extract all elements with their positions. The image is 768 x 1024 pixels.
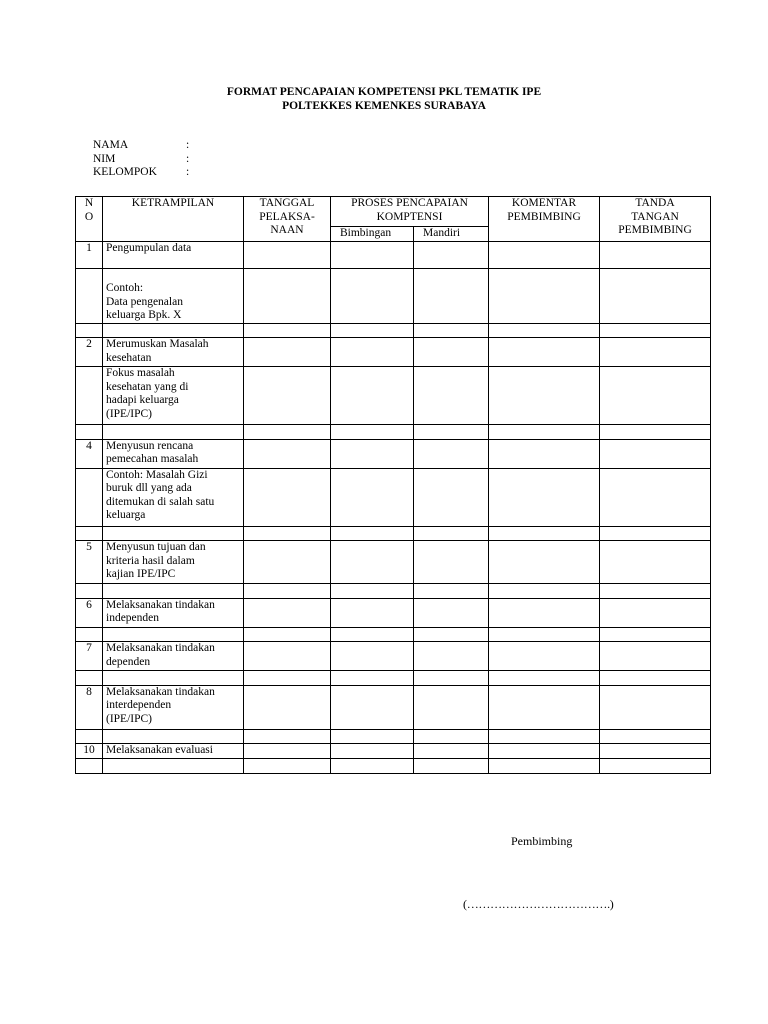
row-mandiri[interactable] <box>414 439 489 468</box>
ketrampilan-line: Melaksanakan evaluasi <box>106 744 213 756</box>
row-number <box>76 268 103 323</box>
row-tanggal[interactable] <box>244 323 331 338</box>
row-number <box>76 468 103 526</box>
row-mandiri[interactable] <box>414 627 489 642</box>
row-number <box>76 367 103 425</box>
row-tanggal[interactable] <box>244 241 331 268</box>
row-number <box>76 323 103 338</box>
ketrampilan-line: Menyusun tujuan dan <box>106 541 206 553</box>
ketrampilan-line <box>106 527 243 541</box>
row-tanggal[interactable] <box>244 425 331 440</box>
table-row <box>76 671 711 686</box>
ketrampilan-line: keluarga Bpk. X <box>106 309 182 321</box>
signature-label: Pembimbing <box>511 834 573 848</box>
row-ketrampilan <box>103 338 244 367</box>
identity-name-colon: : <box>186 139 190 151</box>
row-number <box>76 758 103 773</box>
ketrampilan-line: hadapi keluarga <box>106 394 179 406</box>
row-ketrampilan <box>103 323 244 338</box>
row-bimbingan[interactable] <box>331 526 414 541</box>
table-row <box>76 744 711 759</box>
row-tanda-tangan[interactable] <box>600 758 711 773</box>
row-bimbingan[interactable] <box>331 338 414 367</box>
identity-nim-colon: : <box>186 153 190 165</box>
row-mandiri[interactable] <box>414 584 489 599</box>
row-bimbingan[interactable] <box>331 367 414 425</box>
row-komentar[interactable] <box>489 323 600 338</box>
row-komentar[interactable] <box>489 541 600 584</box>
table-row <box>76 642 711 671</box>
row-ketrampilan <box>103 642 244 671</box>
row-ketrampilan <box>103 584 244 599</box>
row-number: 1 <box>76 241 103 268</box>
row-mandiri[interactable] <box>414 598 489 627</box>
row-mandiri[interactable] <box>414 241 489 268</box>
row-bimbingan[interactable] <box>331 729 414 744</box>
row-tanggal[interactable] <box>244 758 331 773</box>
header-bimbingan: Bimbingan <box>331 227 414 242</box>
row-komentar[interactable] <box>489 584 600 599</box>
row-number: 2 <box>76 338 103 367</box>
row-ketrampilan <box>103 758 244 773</box>
header-tanggal: TANGGAL PELAKSA- NAAN <box>244 197 331 242</box>
table-row <box>76 627 711 642</box>
row-ketrampilan <box>103 367 244 425</box>
row-tanggal[interactable] <box>244 367 331 425</box>
ketrampilan-line: ditemukan di salah satu <box>106 495 215 508</box>
row-ketrampilan <box>103 468 244 526</box>
ketrampilan-line: Melaksanakan tindakan <box>106 642 215 654</box>
ketrampilan-line <box>106 324 243 338</box>
row-komentar[interactable] <box>489 338 600 367</box>
header-proses: PROSES PENCAPAIAN KOMPTENSI <box>331 197 489 227</box>
row-mandiri[interactable] <box>414 268 489 323</box>
row-tanda-tangan[interactable] <box>600 367 711 425</box>
row-tanda-tangan[interactable] <box>600 627 711 642</box>
header-tanda-tangan: TANDA TANGAN PEMBIMBING <box>600 197 711 242</box>
identity-kelompok-colon: : <box>186 166 190 178</box>
row-komentar[interactable] <box>489 268 600 323</box>
row-tanda-tangan[interactable] <box>600 439 711 468</box>
ketrampilan-line: Contoh: Masalah Gizi <box>106 468 208 481</box>
row-tanggal[interactable] <box>244 439 331 468</box>
row-tanggal[interactable] <box>244 468 331 526</box>
row-tanggal[interactable] <box>244 598 331 627</box>
row-tanda-tangan[interactable] <box>600 642 711 671</box>
row-ketrampilan <box>103 425 244 440</box>
row-number: 7 <box>76 642 103 671</box>
ketrampilan-line: independen <box>106 612 160 624</box>
ketrampilan-line: keluarga <box>106 509 146 521</box>
row-komentar[interactable] <box>489 241 600 268</box>
row-mandiri[interactable] <box>414 744 489 759</box>
row-number: 10 <box>76 744 103 759</box>
row-tanggal[interactable] <box>244 526 331 541</box>
row-bimbingan[interactable] <box>331 241 414 268</box>
ketrampilan-line: Menyusun rencana <box>106 439 194 452</box>
row-number <box>76 425 103 440</box>
row-bimbingan[interactable] <box>331 468 414 526</box>
row-ketrampilan <box>103 627 244 642</box>
row-komentar[interactable] <box>489 642 600 671</box>
row-ketrampilan <box>103 268 244 323</box>
row-bimbingan[interactable] <box>331 439 414 468</box>
row-tanggal[interactable] <box>244 584 331 599</box>
table-row <box>76 425 711 440</box>
row-komentar[interactable] <box>489 367 600 425</box>
row-bimbingan[interactable] <box>331 627 414 642</box>
row-bimbingan[interactable] <box>331 744 414 759</box>
identity-nim-label: NIM <box>93 153 116 165</box>
row-komentar[interactable] <box>489 758 600 773</box>
row-mandiri[interactable] <box>414 729 489 744</box>
row-ketrampilan <box>103 439 244 468</box>
ketrampilan-line: Data pengenalan <box>106 295 183 308</box>
row-bimbingan[interactable] <box>331 685 414 729</box>
row-tanda-tangan[interactable] <box>600 598 711 627</box>
row-ketrampilan <box>103 729 244 744</box>
row-tanggal[interactable] <box>244 685 331 729</box>
row-number: 4 <box>76 439 103 468</box>
row-tanggal[interactable] <box>244 338 331 367</box>
header-row-top <box>76 197 711 227</box>
row-tanda-tangan[interactable] <box>600 685 711 729</box>
table-row <box>76 367 711 425</box>
row-tanda-tangan[interactable] <box>600 468 711 526</box>
row-number: 5 <box>76 541 103 584</box>
row-mandiri[interactable] <box>414 526 489 541</box>
row-mandiri[interactable] <box>414 468 489 526</box>
row-komentar[interactable] <box>489 468 600 526</box>
row-number <box>76 627 103 642</box>
table-row <box>76 323 711 338</box>
row-bimbingan[interactable] <box>331 425 414 440</box>
row-number <box>76 526 103 541</box>
row-ketrampilan <box>103 526 244 541</box>
row-tanggal[interactable] <box>244 729 331 744</box>
row-komentar[interactable] <box>489 685 600 729</box>
row-ketrampilan <box>103 598 244 627</box>
row-tanggal[interactable] <box>244 642 331 671</box>
row-tanda-tangan[interactable] <box>600 241 711 268</box>
ketrampilan-line: kesehatan <box>106 351 152 364</box>
row-tanggal[interactable] <box>244 541 331 584</box>
ketrampilan-line <box>106 269 243 283</box>
row-ketrampilan <box>103 541 244 584</box>
row-number <box>76 584 103 599</box>
document-title-line2: POLTEKKES KEMENKES SURABAYA <box>282 100 486 112</box>
header-ketrampilan: KETRAMPILAN <box>103 197 244 242</box>
row-mandiri[interactable] <box>414 642 489 671</box>
table-row <box>76 685 711 729</box>
row-komentar[interactable] <box>489 526 600 541</box>
row-mandiri[interactable] <box>414 367 489 425</box>
ketrampilan-line: interdependen <box>106 699 172 711</box>
row-ketrampilan <box>103 671 244 686</box>
document-title-line1: FORMAT PENCAPAIAN KOMPETENSI PKL TEMATIK IPE <box>226 86 542 98</box>
competency-table <box>75 196 711 774</box>
ketrampilan-line: kesehatan yang di <box>106 380 189 393</box>
ketrampilan-line: Merumuskan Masalah <box>106 338 209 350</box>
identity-name-label: NAMA <box>93 139 129 151</box>
ketrampilan-line: Melaksanakan tindakan <box>106 685 215 698</box>
row-komentar[interactable] <box>489 627 600 642</box>
table-row <box>76 439 711 468</box>
row-bimbingan[interactable] <box>331 758 414 773</box>
row-number <box>76 729 103 744</box>
identity-kelompok-label: KELOMPOK <box>93 166 157 178</box>
row-tanggal[interactable] <box>244 268 331 323</box>
row-tanda-tangan[interactable] <box>600 268 711 323</box>
ketrampilan-line <box>106 628 243 642</box>
row-bimbingan[interactable] <box>331 598 414 627</box>
table-row <box>76 338 711 367</box>
row-bimbingan[interactable] <box>331 323 414 338</box>
row-tanda-tangan[interactable] <box>600 744 711 759</box>
ketrampilan-line <box>106 759 243 773</box>
row-mandiri[interactable] <box>414 685 489 729</box>
row-bimbingan[interactable] <box>331 541 414 584</box>
row-tanda-tangan[interactable] <box>600 729 711 744</box>
row-mandiri[interactable] <box>414 323 489 338</box>
ketrampilan-line: kriteria hasil dalam <box>106 554 195 567</box>
row-tanda-tangan[interactable] <box>600 671 711 686</box>
row-komentar[interactable] <box>489 439 600 468</box>
row-mandiri[interactable] <box>414 425 489 440</box>
ketrampilan-line: Contoh: <box>106 282 144 294</box>
ketrampilan-line <box>106 671 243 685</box>
row-number: 8 <box>76 685 103 729</box>
table-row <box>76 241 711 268</box>
table-row <box>76 468 711 526</box>
table-row <box>76 598 711 627</box>
ketrampilan-line: pemecahan masalah <box>106 453 199 465</box>
row-tanggal[interactable] <box>244 744 331 759</box>
table-row <box>76 268 711 323</box>
ketrampilan-line <box>106 730 243 744</box>
header-komentar: KOMENTAR PEMBIMBING <box>489 197 600 242</box>
ketrampilan-line <box>106 425 243 439</box>
table-row <box>76 729 711 744</box>
row-mandiri[interactable] <box>414 541 489 584</box>
row-komentar[interactable] <box>489 729 600 744</box>
row-tanda-tangan[interactable] <box>600 425 711 440</box>
row-tanda-tangan[interactable] <box>600 584 711 599</box>
row-bimbingan[interactable] <box>331 268 414 323</box>
row-ketrampilan <box>103 744 244 759</box>
row-ketrampilan <box>103 685 244 729</box>
row-tanda-tangan[interactable] <box>600 338 711 367</box>
ketrampilan-line: kajian IPE/IPC <box>106 568 176 580</box>
ketrampilan-line: dependen <box>106 655 151 668</box>
row-mandiri[interactable] <box>414 671 489 686</box>
ketrampilan-line: (IPE/IPC) <box>106 407 152 420</box>
row-mandiri[interactable] <box>414 758 489 773</box>
row-ketrampilan <box>103 241 244 268</box>
row-number <box>76 671 103 686</box>
row-tanda-tangan[interactable] <box>600 526 711 541</box>
ketrampilan-line: buruk dll yang ada <box>106 482 192 494</box>
ketrampilan-line: Pengumpulan data <box>106 241 192 254</box>
row-komentar[interactable] <box>489 671 600 686</box>
signature-line: (……………………………….) <box>463 897 614 911</box>
row-tanggal[interactable] <box>244 627 331 642</box>
table-row <box>76 526 711 541</box>
row-mandiri[interactable] <box>414 338 489 367</box>
row-bimbingan[interactable] <box>331 671 414 686</box>
table-row <box>76 758 711 773</box>
row-bimbingan[interactable] <box>331 584 414 599</box>
ketrampilan-line <box>106 584 243 598</box>
row-tanda-tangan[interactable] <box>600 323 711 338</box>
row-komentar[interactable] <box>489 744 600 759</box>
row-number: 6 <box>76 598 103 627</box>
table-row <box>76 584 711 599</box>
row-tanda-tangan[interactable] <box>600 541 711 584</box>
row-komentar[interactable] <box>489 425 600 440</box>
ketrampilan-line: Melaksanakan tindakan <box>106 598 215 611</box>
ketrampilan-line: Fokus masalah <box>106 367 175 379</box>
row-komentar[interactable] <box>489 598 600 627</box>
header-no: N O <box>76 197 103 242</box>
ketrampilan-line: (IPE/IPC) <box>106 712 152 725</box>
row-bimbingan[interactable] <box>331 642 414 671</box>
row-tanggal[interactable] <box>244 671 331 686</box>
header-mandiri: Mandiri <box>414 227 489 242</box>
table-row <box>76 541 711 584</box>
